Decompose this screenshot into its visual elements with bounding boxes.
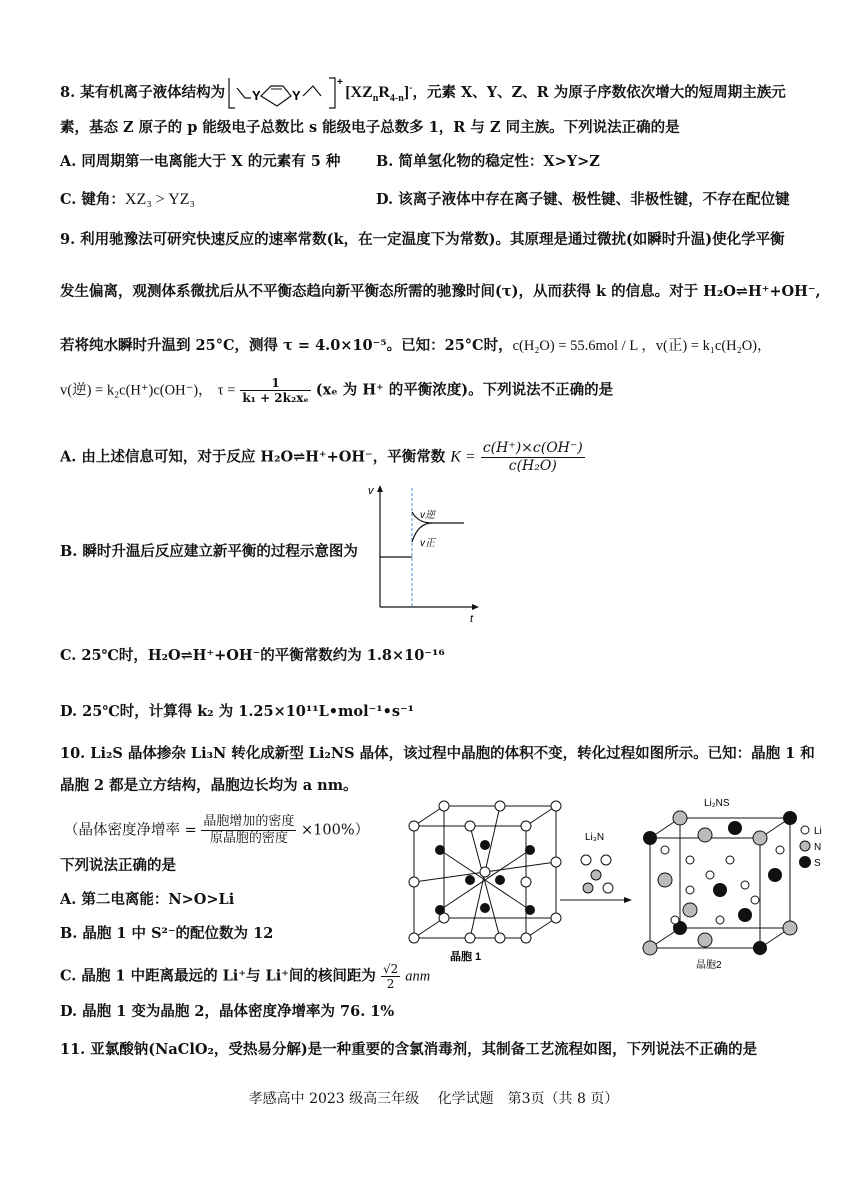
q9-stem-line3: 若将纯水瞬时升温到 25°C，测得 τ = 4.0×10⁻⁵。已知：25°C时，c(H₂O) = 55.6mol / L ，v(正) = k₁c(H₂O)， <box>60 337 772 354</box>
legend-n-marker <box>800 841 810 851</box>
q10-option-d: D. 晶胞 1 变为晶胞 2，晶体密度净增率为 76. 1% <box>60 1003 395 1020</box>
legend-n: N <box>814 842 822 853</box>
q9-option-a: A. 由上述信息可知，对于反应 H₂O⇌H⁺+OH⁻，平衡常数 K = $\frac{c(H^+)\times c(OH^-)}{\text{c(H₂O)}}$ <box>60 440 583 474</box>
q8-option-d: D. 该离子液体中存在离子键、极性键、非极性键，不存在配位键 <box>376 191 790 208</box>
q10-stem-line1: 10. Li₂S 晶体掺杂 Li₃N 转化成新型 Li₂NS 晶体，该过程中晶胞的体积不变，转化过程如图所示。已知：晶胞 1 和 <box>60 745 815 762</box>
cell-2-title: Li₂NS <box>704 798 730 809</box>
legend-li-marker <box>801 826 809 834</box>
cell-1-atoms <box>409 801 561 943</box>
q8-option-a: A. 同周期第一电离能大于 X 的元素有 5 种 <box>60 153 341 170</box>
q10-option-c: C. 晶胞 1 中距离最远的 Li⁺与 Li⁺间的核间距为 $\frac{√2}{2}$ anm <box>60 962 431 991</box>
anion-formula: $[XZ_nR_{4-n}]^-$ <box>345 82 413 105</box>
q8-option-b: B. 简单氢化物的稳定性：X>Y>Z <box>376 153 600 170</box>
q9-stem-line2: 发生偏离，观测体系微扰后从不平衡态趋向新平衡态所需的驰豫时间(τ)，从而获得 k 的信息。对于 H₂O⇌H⁺+OH⁻, <box>60 283 821 300</box>
q9-option-b: B. 瞬时升温后反应建立新平衡的过程示意图为 <box>60 543 358 560</box>
sqrt2-fraction: $\frac{√2}{2}$ <box>382 962 399 991</box>
v-reverse-label: v逆 <box>420 510 435 521</box>
q10-option-b: B. 晶胞 1 中 S²⁻的配位数为 12 <box>60 925 274 942</box>
density-fraction: $\frac{\text{晶胞增加的密度}}{\text{原晶胞的密度}}$ <box>203 814 295 846</box>
q8-stem-c: 素，基态 Z 原子的 p 能级电子总数比 s 能级电子总数多 1，R 与 Z 同主族。下列说法正确的是 <box>60 119 680 136</box>
legend-li: Li <box>814 826 822 837</box>
cation-structure-diagram <box>225 76 345 110</box>
q10-stem-line2: 晶胞 2 都是立方结构，晶胞边长均为 a nm。 <box>60 777 358 794</box>
q8-stem-a: 8. 某有机离子液体结构为 <box>60 84 226 101</box>
legend-s: S <box>814 858 821 869</box>
crystal-transformation-figure <box>400 790 840 980</box>
q9-stem-line1: 9. 利用驰豫法可研究快速反应的速率常数(k，在一定温度下为常数)。其原理是通过微扰(如瞬时升温)使化学平衡 <box>60 231 785 248</box>
cell-legend <box>799 826 822 869</box>
q9-option-c: C. 25℃时，H₂O⇌H⁺+OH⁻的平衡常数约为 1.8×10⁻¹⁶ <box>60 647 445 664</box>
q10-option-a: A. 第二电离能：N>O>Li <box>60 891 235 908</box>
q8-option-c: C. 键角：XZ₃ > YZ₃ <box>60 191 196 208</box>
q8-stem-b: ，元素 X、Y、Z、R 为原子序数依次增大的短周期主族元 <box>412 84 786 101</box>
q8-stem-line1 <box>60 76 786 110</box>
legend-s-marker <box>799 856 811 868</box>
q9-stem-line4: v(逆) = k₂c(H⁺)c(OH⁻)， τ = $\frac{1}{\text{k₁ + 2k₂xₑ}}$ (xₑ 为 H⁺ 的平衡浓度)。下列说法不正确的是 <box>60 376 614 405</box>
cation-charge: + <box>337 77 344 88</box>
graph-y-label: v <box>368 485 374 497</box>
q10-density-definition: （晶体密度净增率 = $\frac{\text{晶胞增加的密度}}{\text{原晶胞的密度}}$ ×100%） <box>64 814 370 846</box>
q9-option-d: D. 25℃时，计算得 k₂ 为 1.25×10¹¹L•mol⁻¹•s⁻¹ <box>60 703 415 720</box>
v-forward-label: v正 <box>420 538 435 549</box>
page-footer: 孝感高中 2023 级高三年级 化学试题 第3页（共 8 页） <box>248 1091 619 1107</box>
graph-x-label: t <box>470 613 474 625</box>
relaxation-graph <box>360 482 485 627</box>
tau-fraction: $\frac{1}{\text{k₁ + 2k₂xₑ}}$ <box>242 376 309 405</box>
ring-atom-y1: Y <box>252 88 261 103</box>
q10-prompt: 下列说法正确的是 <box>60 857 176 874</box>
cell-2-label: 晶胞2 <box>696 960 722 971</box>
cell-1-label: 晶胞 1 <box>450 951 482 963</box>
q11-stem: 11. 亚氯酸钠(NaClO₂，受热易分解)是一种重要的含氯消毒剂，其制备工艺流程如图，下列说法不正确的是 <box>60 1041 758 1058</box>
k-fraction: $\frac{c(H^+)\times c(OH^-)}{\text{c(H₂O)}}$ <box>482 440 583 474</box>
cell-2-atoms <box>643 811 797 955</box>
dopant-label: Li₃N <box>585 832 605 843</box>
ring-atom-y2: Y <box>292 88 301 103</box>
